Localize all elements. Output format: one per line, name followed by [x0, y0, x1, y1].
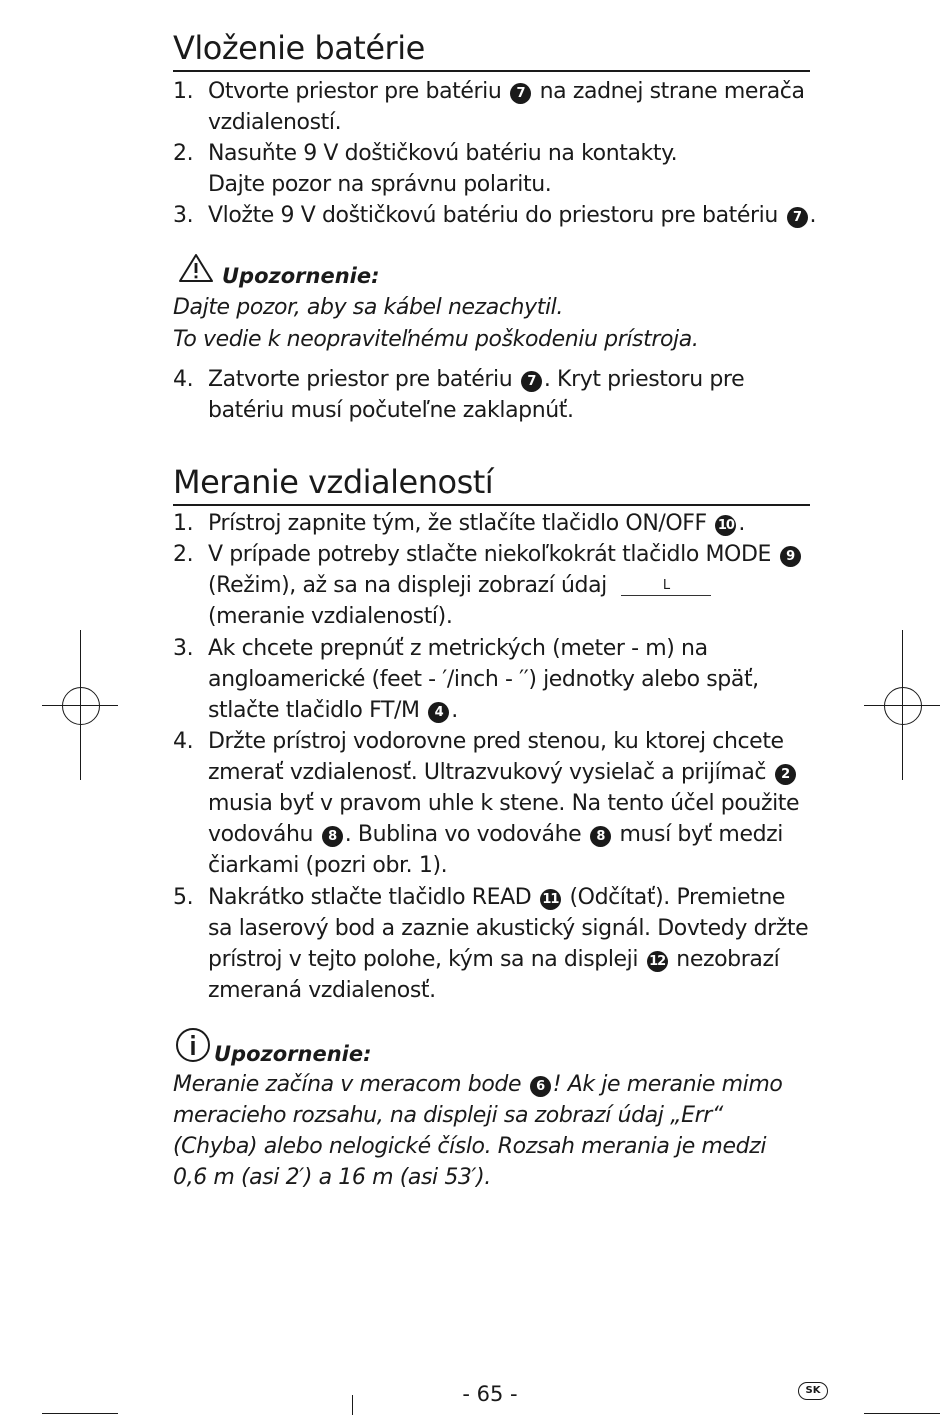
- list-item-text: [208, 78, 805, 106]
- list-item-text: [208, 202, 816, 230]
- text-fragment: Zatvorte priestor pre batériu: [208, 367, 519, 392]
- crop-mark: [42, 1413, 118, 1414]
- text-fragment: .: [738, 511, 745, 536]
- list-number: 4.: [173, 367, 194, 392]
- registration-mark-circle: [884, 687, 922, 725]
- list-number: 5.: [173, 885, 194, 910]
- text-fragment: . Bublina vo vodováhe: [344, 822, 588, 847]
- list-item-text: [208, 759, 798, 787]
- text-fragment: musí byť medzi: [612, 822, 784, 847]
- callout-number-badge: 10: [715, 515, 736, 536]
- registration-mark-circle: [62, 687, 100, 725]
- display-distance-symbol-icon: [621, 578, 711, 598]
- list-item-text: [208, 541, 803, 569]
- list-item-text: zmeraná vzdialenosť.: [208, 978, 436, 1003]
- list-item-text: [208, 884, 785, 912]
- list-item-text: [208, 366, 744, 394]
- list-item-text: (meranie vzdialeností).: [208, 604, 453, 629]
- language-badge: SK: [798, 1382, 828, 1400]
- list-number: 3.: [173, 636, 194, 661]
- callout-number-badge: 7: [510, 83, 531, 104]
- callout-number-badge: 12: [647, 951, 668, 972]
- callout-number-badge: 8: [590, 826, 611, 847]
- text-fragment: (Odčítať). Premietne: [562, 885, 786, 910]
- page-number: - 65 -: [462, 1382, 518, 1406]
- list-item-text: Ak chcete prepnúť z metrických (meter - m) na: [208, 636, 708, 661]
- text-fragment: Vložte 9 V doštičkovú batériu do priestoru pre batériu: [208, 203, 785, 228]
- list-number: 1.: [173, 79, 194, 104]
- list-item-text: [208, 946, 779, 974]
- info-text: (Chyba) alebo nelogické číslo. Rozsah merania je medzi: [173, 1134, 767, 1159]
- text-fragment: .: [451, 698, 458, 723]
- crop-mark: [864, 1413, 940, 1414]
- text-fragment: .: [809, 203, 817, 228]
- crop-mark: [352, 1395, 353, 1415]
- text-fragment: . Kryt priestoru pre: [543, 367, 745, 392]
- text-fragment: prístroj v tejto polohe, kým sa na displeji: [208, 947, 645, 972]
- info-circle-icon: [175, 1027, 211, 1063]
- callout-number-badge: 11: [540, 889, 561, 910]
- list-number: 1.: [173, 511, 194, 536]
- list-item-text: Nasuňte 9 V doštičkovú batériu na kontakty.: [208, 141, 678, 166]
- text-fragment: Otvorte priestor pre batériu: [208, 79, 509, 104]
- section-heading-measurement: Meranie vzdialeností: [173, 462, 810, 506]
- info-text: meracieho rozsahu, na displeji sa zobrazí údaj „Err“: [173, 1103, 723, 1128]
- text-fragment: V prípade potreby stlačte niekoľkokrát tlačidlo MODE: [208, 542, 778, 567]
- callout-number-badge: 2: [775, 764, 796, 785]
- text-fragment: ! Ak je meranie mimo: [552, 1072, 783, 1097]
- text-fragment: nezobrazí: [669, 947, 780, 972]
- list-item-text: Dajte pozor na správnu polaritu.: [208, 172, 552, 197]
- callout-number-badge: 7: [787, 207, 808, 228]
- warning-text: Dajte pozor, aby sa kábel nezachytil.: [173, 295, 563, 320]
- warning-triangle-icon: [178, 253, 214, 283]
- callout-number-badge: 4: [428, 702, 449, 723]
- text-fragment: stlačte tlačidlo FT/M: [208, 698, 427, 723]
- list-number: 4.: [173, 729, 194, 754]
- callout-number-badge: 8: [322, 826, 343, 847]
- warning-text: To vedie k neopraviteľnému poškodeniu prístroja.: [173, 327, 699, 352]
- list-item-text: Držte prístroj vodorovne pred stenou, ku ktorej chcete: [208, 729, 784, 754]
- list-item-text: vzdialeností.: [208, 110, 342, 135]
- list-item-text: [208, 572, 711, 600]
- info-text: 0,6 m (asi 2′) a 16 m (asi 53′).: [173, 1165, 491, 1190]
- list-item-text: [208, 697, 458, 725]
- list-item-text: angloamerické (feet - ′/inch - ′′) jednotky alebo späť,: [208, 667, 759, 692]
- text-fragment: Nakrátko stlačte tlačidlo READ: [208, 885, 538, 910]
- list-item-text: musia byť v pravom uhle k stene. Na tento účel použite: [208, 791, 800, 816]
- warning-title: Upozornenie:: [222, 264, 380, 288]
- text-fragment: zmerať vzdialenosť. Ultrazvukový vysielač a prijímač: [208, 760, 773, 785]
- list-item-text: čiarkami (pozri obr. 1).: [208, 853, 448, 878]
- list-item-text: [208, 821, 783, 849]
- info-title: Upozornenie:: [214, 1042, 372, 1066]
- lcd-symbol: L: [662, 578, 670, 593]
- list-number: 3.: [173, 203, 194, 228]
- text-fragment: Prístroj zapnite tým, že stlačíte tlačidlo ON/OFF: [208, 511, 714, 536]
- callout-number-badge: 6: [530, 1076, 551, 1097]
- section-heading-battery: Vloženie batérie: [173, 28, 810, 72]
- list-item-text: [208, 510, 745, 538]
- list-item-text: batériu musí počuteľne zaklapnúť.: [208, 398, 574, 423]
- list-number: 2.: [173, 542, 194, 567]
- text-fragment: na zadnej strane merača: [533, 79, 805, 104]
- callout-number-badge: 7: [521, 371, 542, 392]
- callout-number-badge: 9: [780, 546, 801, 567]
- text-fragment: vodováhu: [208, 822, 320, 847]
- list-number: 2.: [173, 141, 194, 166]
- text-fragment: Meranie začína v meracom bode: [173, 1072, 528, 1097]
- info-text: [173, 1071, 782, 1099]
- text-fragment: (Režim), až sa na displeji zobrazí údaj: [208, 573, 607, 598]
- list-item-text: sa laserový bod a zaznie akustický signál. Dovtedy držte: [208, 916, 809, 941]
